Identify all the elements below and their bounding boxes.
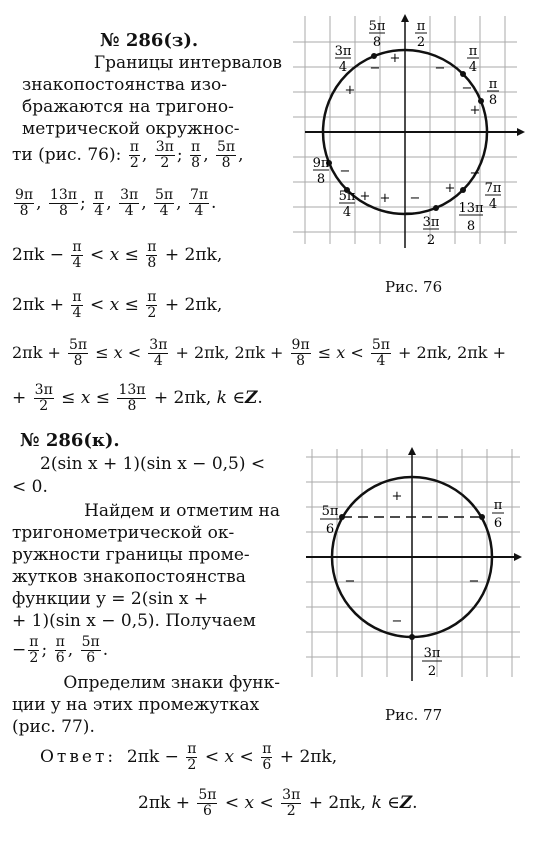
svg-text:4: 4	[488, 197, 498, 212]
answer-line-2: 2πk + $\frac{5\pi}{6}$ < x < $\frac{3\pi}{2}$ + 2πk, k ∈Z.	[138, 787, 418, 819]
svg-text:3π: 3π	[423, 646, 441, 661]
svg-text:8: 8	[466, 219, 476, 234]
text-line: ции y на этих промежутках	[12, 695, 260, 715]
text-line: Определим знаки функ-	[63, 673, 280, 693]
y-axis-arrow-icon	[401, 14, 409, 22]
svg-text:−: −	[434, 61, 446, 76]
sign-markers	[340, 51, 481, 221]
intro-line: бражаются на тригоно-	[22, 97, 234, 117]
figure-77	[302, 445, 524, 685]
svg-text:−: −	[409, 191, 421, 206]
problem-286k-text-2	[12, 672, 280, 738]
grid	[306, 449, 520, 677]
svg-text:+: +	[359, 189, 371, 204]
y-axis-arrow-icon	[408, 447, 416, 455]
svg-text:2: 2	[427, 664, 437, 679]
fraction: $\frac{9\pi}{8}$	[15, 187, 34, 219]
intro-line: метрической окружнос-	[22, 119, 240, 139]
svg-text:6: 6	[325, 522, 335, 537]
svg-text:−: −	[404, 206, 416, 221]
text-line: Найдем и отметим на	[84, 501, 280, 521]
fraction: $\frac{7\pi}{4}$	[189, 187, 209, 219]
inequality-3: 2πk + $\frac{5\pi}{8}$ ≤ x < $\frac{3\pi}{4}$ + 2πk, 2πk + $\frac{9\pi}{8}$ ≤ x < $\frac{5\pi}{4}$ + 2πk, 2πk +	[12, 337, 506, 369]
svg-text:−: −	[344, 574, 356, 589]
svg-text:+: +	[379, 191, 391, 206]
svg-text:13π: 13π	[458, 201, 484, 216]
svg-text:+: +	[469, 103, 481, 118]
intro-line: Границы интервалов	[93, 53, 282, 73]
svg-text:4: 4	[342, 205, 352, 220]
svg-text:2: 2	[416, 35, 426, 50]
svg-text:5π: 5π	[338, 189, 356, 204]
svg-text:+: +	[344, 83, 356, 98]
fraction: $\frac{\pi}{2}$	[129, 139, 139, 171]
svg-text:−: −	[468, 574, 480, 589]
svg-text:−: −	[391, 614, 403, 629]
svg-text:6: 6	[493, 516, 503, 531]
text-line: (рис. 77).	[12, 717, 95, 737]
svg-text:4: 4	[338, 60, 348, 75]
bounds-line-286k: − $\frac{\pi}{2}$ ; $\frac{\pi}{6}$ , $\frac{5\pi}{6}$ .	[12, 634, 109, 666]
figure-76	[285, 12, 525, 252]
fraction: $\frac{\pi}{8}$	[190, 139, 201, 171]
problem-286k-text	[12, 500, 280, 632]
answer-label: Ответ:	[40, 747, 117, 767]
svg-text:−: −	[339, 164, 351, 179]
label-5pi8-num: 5π	[368, 19, 386, 34]
intro-line: знакопостоянства изо-	[22, 75, 227, 95]
svg-text:+: +	[444, 181, 456, 196]
answer-line-1: Ответ: 2πk − $\frac{\pi}{2}$ < x < $\frac{\pi}{6}$ + 2πk,	[40, 741, 338, 773]
svg-text:π: π	[468, 44, 478, 59]
equation-line-1: 2(sin x + 1)(sin x − 0,5) <	[40, 454, 266, 474]
svg-text:7π: 7π	[484, 181, 502, 196]
text-line: + 1)(sin x − 0,5). Получаем	[12, 611, 256, 631]
svg-text:π: π	[493, 498, 503, 513]
fraction: $\frac{\pi}{4}$	[94, 187, 104, 219]
text-line: ружности границы проме-	[12, 545, 250, 565]
problem-title-286z: № 286(з).	[100, 30, 199, 51]
svg-text:−: −	[469, 166, 481, 181]
inequality-4: + $\frac{3\pi}{2}$ ≤ x ≤ $\frac{13\pi}{8}$ + 2πk, k ∈Z.	[12, 382, 263, 414]
problem-286z-intro	[22, 52, 282, 140]
svg-text:4: 4	[468, 60, 478, 75]
x-axis-arrow-icon	[514, 553, 522, 561]
svg-text:+: +	[389, 51, 401, 66]
fraction: $\frac{5\pi}{4}$	[155, 187, 174, 219]
svg-text:8: 8	[316, 172, 326, 187]
equation-line-2: < 0.	[12, 477, 48, 497]
svg-text:−: −	[369, 61, 381, 76]
fraction: $\frac{13\pi}{8}$	[49, 187, 77, 219]
text-line: жутков знакопостоянства	[12, 567, 246, 587]
fraction: $\frac{3\pi}{2}$	[155, 139, 174, 171]
svg-text:3π: 3π	[334, 44, 352, 59]
label-5pi8-den: 8	[372, 35, 382, 50]
intro-line: ти (рис. 76):	[12, 145, 122, 165]
inequality-2: 2πk + $\frac{\pi}{4}$ < x ≤ $\frac{\pi}{2}$ + 2πk,	[12, 289, 223, 321]
x-axis-arrow-icon	[517, 128, 525, 136]
svg-text:+: +	[391, 489, 403, 504]
svg-text:8: 8	[488, 93, 498, 108]
svg-text:3π: 3π	[422, 215, 440, 230]
inequality-1: 2πk − $\frac{\pi}{4}$ < x ≤ $\frac{\pi}{8}$ + 2πk,	[12, 239, 223, 271]
bounds-line-1: ти (рис. 76): $\frac{\pi}{2}$ , $\frac{3\pi}{2}$ ; $\frac{\pi}{8}$ , $\frac{5\pi}{8}$ ,	[12, 139, 244, 171]
text-line: тригонометрической ок-	[12, 523, 235, 543]
figure-77-caption: Рис. 77	[385, 706, 443, 724]
svg-text:2: 2	[426, 233, 436, 248]
problem-title-286k: № 286(к).	[20, 430, 120, 451]
figure-76-caption: Рис. 76	[385, 278, 443, 296]
svg-text:−: −	[461, 81, 473, 96]
fraction: $\frac{5\pi}{8}$	[217, 139, 236, 171]
text-line: функции y = 2(sin x +	[12, 589, 209, 609]
fraction: $\frac{3\pi}{4}$	[120, 187, 139, 219]
bounds-line-2: $\frac{9\pi}{8}$ , $\frac{13\pi}{8}$ ; $\frac{\pi}{4}$ , $\frac{3\pi}{4}$ , $\frac{5\pi}{4}$ , $\frac{7\pi}{4}$ .	[15, 187, 217, 219]
svg-text:π: π	[416, 19, 426, 34]
svg-text:π: π	[488, 77, 498, 92]
svg-text:5π: 5π	[321, 504, 339, 519]
svg-text:9π: 9π	[312, 156, 330, 171]
